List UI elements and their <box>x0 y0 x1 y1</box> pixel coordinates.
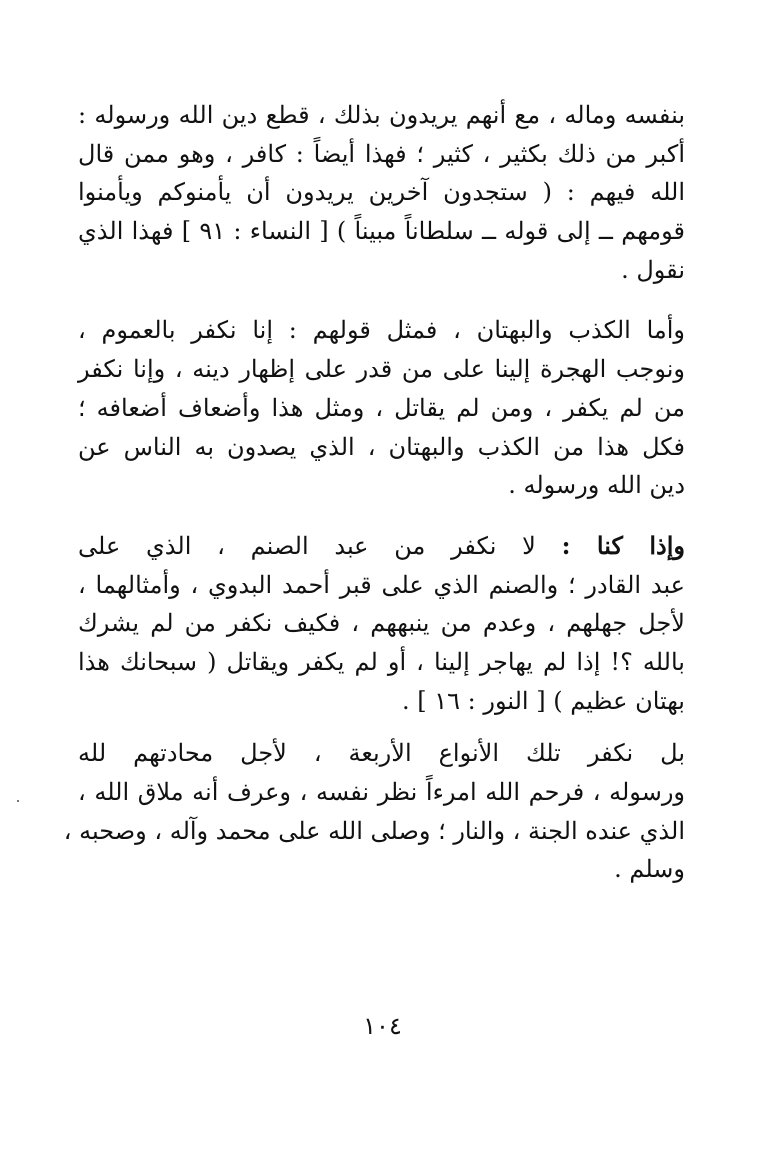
paragraph-4 <box>63 734 685 889</box>
text-line: عبد القادر ؛ والصنم الذي على قبر أحمد البدوي ، وأمثالهما ، <box>78 570 685 599</box>
scan-speck <box>17 800 19 802</box>
text-line: بالله ؟! إذا لم يهاجر إلينا ، أو لم يكفر ويقاتل ( سبحانك هذا <box>78 647 685 676</box>
text-line-rest: لا نكفر من عبد الصنم ، الذي على <box>78 531 536 560</box>
text-line: بل نكفر تلك الأنواع الأربعة ، لأجل محادتهم لله <box>78 739 685 768</box>
text-line: وأما الكذب والبهتان ، فمثل قولهم : إنا نكفر بالعموم ، <box>78 316 685 345</box>
text-line: من لم يكفر ، ومن لم يقاتل ، ومثل هذا وأضعاف أضعافه ؛ <box>78 393 685 422</box>
text-line: فكل هذا من الكذب والبهتان ، الذي يصدون به الناس عن <box>78 432 685 461</box>
text-line: أكبر من ذلك بكثير ، كثير ؛ فهذا أيضاً : كافر ، وهو ممن قال <box>78 139 685 168</box>
text-line: بنفسه وماله ، مع أنهم يريدون بذلك ، قطع دين الله ورسوله : <box>78 101 685 129</box>
text-line: قومهم ــ إلى قوله ــ سلطاناً مبيناً ) [ النساء : ٩١ ] فهذا الذي <box>78 217 685 246</box>
text-line: وسلم . <box>614 855 685 884</box>
text-line: الله فيهم : ( ستجدون آخرين يريدون أن يأمنوكم ويأمنوا <box>78 178 685 207</box>
text-line: الذي عنده الجنة ، والنار ؛ وصلى الله على محمد وآله ، وصحبه ، <box>63 816 685 845</box>
text-line: نقول . <box>621 255 685 284</box>
paragraph-1 <box>78 96 685 289</box>
paragraph-3 <box>78 527 685 720</box>
text-line <box>78 527 685 566</box>
text-line: ورسوله ، فرحم الله امرءاً نظر نفسه ، وعرف أنه ملاق الله ، <box>78 778 685 806</box>
page-number: ١٠٤ <box>363 1012 402 1040</box>
text-line: دين الله ورسوله . <box>508 471 685 500</box>
text-line: لأجل جهلهم ، وعدم من ينبههم ، فكيف نكفر من لم يشرك <box>78 609 685 638</box>
paragraph-2 <box>78 311 685 504</box>
page-body <box>63 96 685 889</box>
text-line: بهتان عظيم ) [ النور : ١٦ ] . <box>402 686 685 715</box>
paragraph-lead: وإذا كنا : <box>561 530 685 560</box>
text-line: ونوجب الهجرة إلينا على من قدر على إظهار دينه ، وإنا نكفر <box>78 355 685 384</box>
